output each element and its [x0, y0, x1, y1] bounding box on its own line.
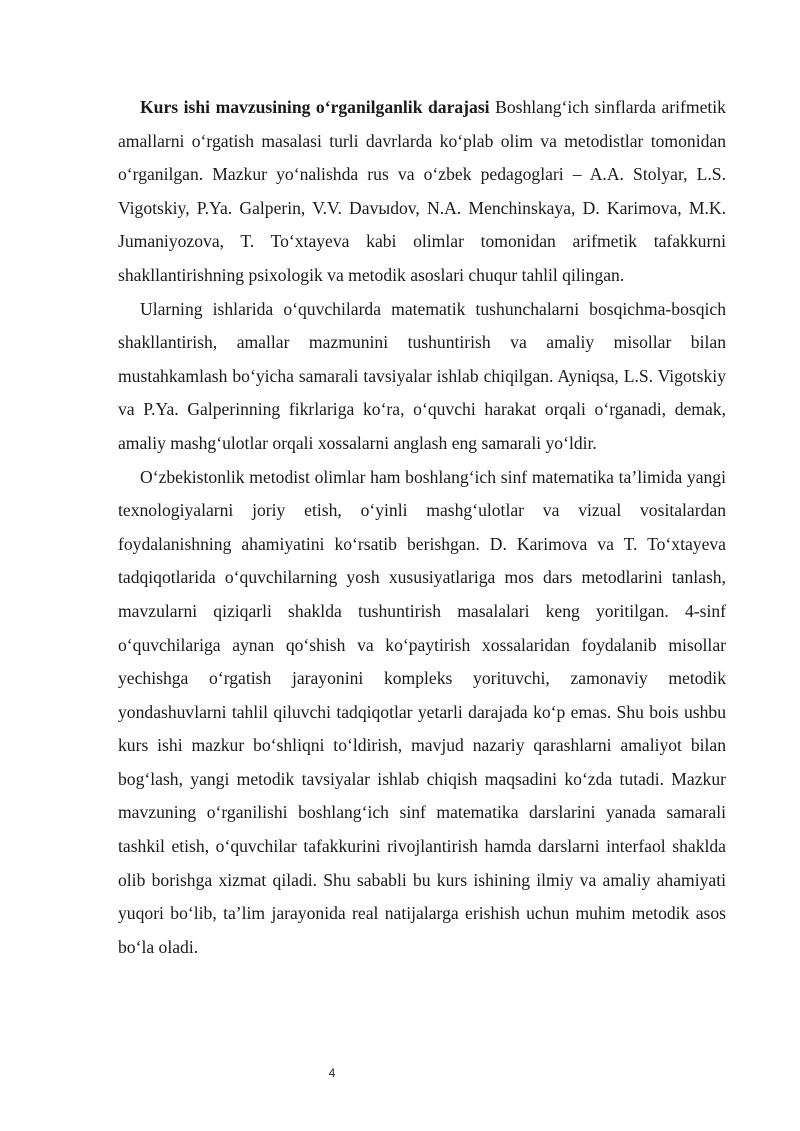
- paragraph-scholars-works: [118, 293, 726, 461]
- page-number: 4: [328, 1066, 336, 1080]
- paragraph-text: Boshlang‘ich sinflarda arifmetik amallarni o‘rgatish masalasi turli davrlarda ko‘plab olim va metodistlar tomonidan o‘rganilgan. Mazkur yo‘nalishda rus va o‘zbek pedagoglari – A.A. Stolyar, L.S. Vigotskiy, P.Ya. Galperin, V.V. Davыdov, N.A. Menchinskaya, D. Karimova, M.K. Jumaniyozova, T. To‘xtayeva kabi olimlar tomonidan arifmetik tafakkurni shakllantirishning psixologik va metodik asoslari chuqur tahlil qilingan.: [118, 97, 726, 285]
- paragraph-research-level: [118, 91, 726, 293]
- document-body: [118, 91, 726, 964]
- section-heading: Kurs ishi mavzusining o‘rganilganlik darajasi: [140, 97, 490, 117]
- paragraph-text: Ularning ishlarida o‘quvchilarda matematik tushunchalarni bosqichma-bosqich shakllantirish, amallar mazmunini tushuntirish va amaliy misollar bilan mustahkamlash bo‘yicha samarali tavsiyalar ishlab chiqilgan. Ayniqsa, L.S. Vigotskiy va P.Ya. Galperinning fikrlariga ko‘ra, o‘quvchi harakat orqali o‘rganadi, demak, amaliy mashg‘ulotlar orqali xossalarni anglash eng samarali yo‘ldir.: [118, 298, 726, 453]
- paragraph-text: O‘zbekistonlik metodist olimlar ham boshlang‘ich sinf matematika ta’limida yangi texnologiyalarni joriy etish, o‘yinli mashg‘ulotlar va vizual vositalardan foydalanishning ahamiyatini ko‘rsatib berishgan. D. Karimova va T. To‘xtayeva tadqiqotlarida o‘quvchilarning yosh xususiyatlariga mos dars metodlarini tanlash, mavzularni qiziqarli shaklda tushuntirish masalalari keng yoritilgan. 4-sinf o‘quvchilariga aynan qo‘shish va ko‘paytirish xossalaridan foydalanib misollar yechishga o‘rgatish jarayonini kompleks yorituvchi, zamonaviy metodik yondashuvlarni tahlil qiluvchi tadqiqotlar yetarli darajada ko‘p emas. Shu bois ushbu kurs ishi mazkur bo‘shliqni to‘ldirish, mavjud nazariy qarashlarni amaliyot bilan bog‘lash, yangi metodik tavsiyalar ishlab chiqish maqsadini ko‘zda tutadi. Mazkur mavzuning o‘rganilishi boshlang‘ich sinf matematika darslarini yanada samarali tashkil etish, o‘quvchilar tafakkurini rivojlantirish hamda darslarni interfaol shaklda olib borishga xizmat qiladi. Shu sababli bu kurs ishining ilmiy va amaliy ahamiyati yuqori bo‘lib, ta’lim jarayonida real natijalarga erishish uchun muhim metodik asos bo‘la oladi.: [118, 466, 726, 957]
- paragraph-uzbek-methodists: [118, 461, 726, 965]
